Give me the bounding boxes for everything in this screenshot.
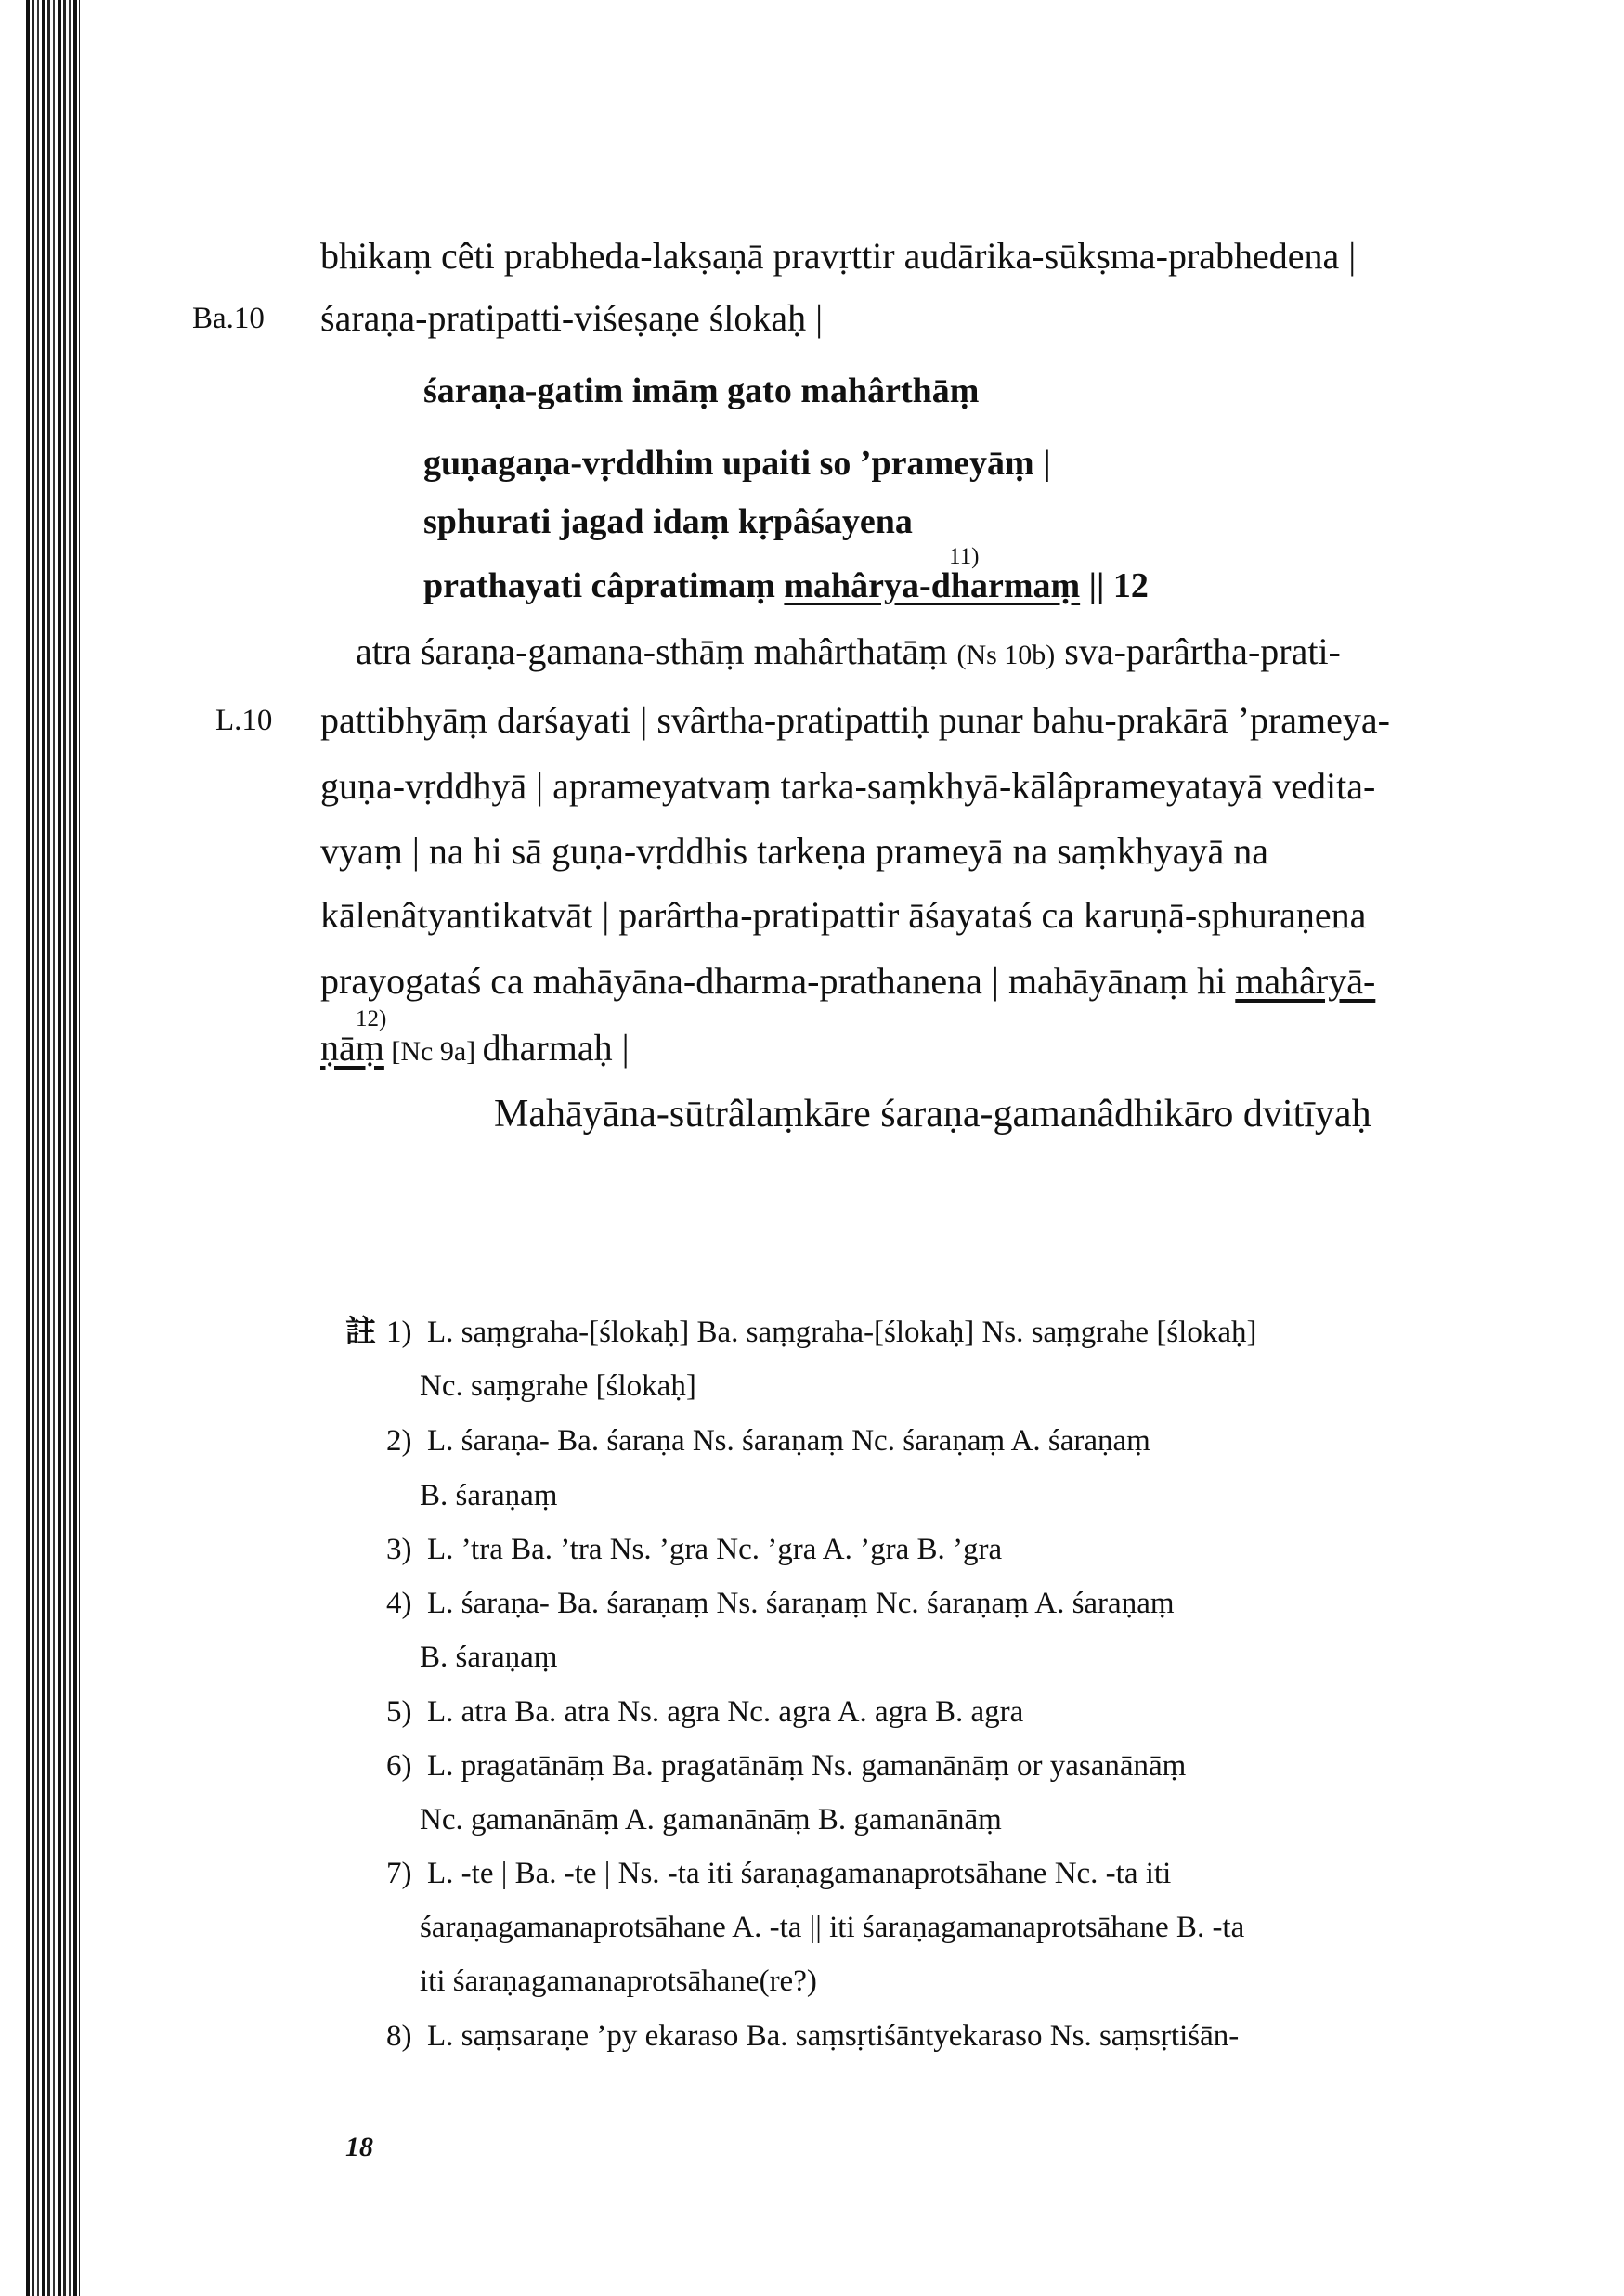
verse-line-3: sphurati jagad idaṃ kṛpâśayena	[423, 502, 913, 541]
manuscript-ref: [Nc 9a]	[383, 1036, 483, 1067]
commentary-line-7: ṇāṃ [Nc 9a] dharmaḥ |	[320, 1027, 630, 1069]
footnote-3: 3) L. ’tra Ba. ’tra Ns. ’gra Nc. ’gra A. ’gra B. ’gra	[386, 1533, 1003, 1566]
underlined-term: mahâryā-	[1235, 960, 1376, 1002]
binding-edge	[26, 0, 80, 2296]
text-line-2: śaraṇa-pratipatti-viśeṣaṇe ślokaḥ |	[320, 297, 824, 339]
commentary-line-3: guṇa-vṛddhyā | aprameyatvaṃ tarka-saṃkhyā-kālâprameyatayā vedita-	[320, 765, 1376, 807]
page-number: 18	[345, 2132, 373, 2162]
footnote-7-cont-1: śaraṇagamanaprotsāhane A. -ta || iti śaraṇagamanaprotsāhane B. -ta	[420, 1911, 1245, 1944]
underlined-term: mahârya-dharmaṃ	[784, 566, 1081, 605]
commentary-line-4: vyaṃ | na hi sā guṇa-vṛddhis tarkeṇa prameyā na saṃkhyayā na	[320, 830, 1268, 872]
commentary-line-5: kālenâtyantikatvāt | parârtha-pratipattir āśayataś ca karuṇā-sphuraṇena	[320, 894, 1367, 936]
chapter-colophon: Mahāyāna-sūtrâlaṃkāre śaraṇa-gamanâdhikāro dvitīyaḥ	[494, 1093, 1371, 1135]
margin-ref-l10: L.10	[215, 704, 273, 737]
underlined-term: ṇāṃ	[320, 1027, 384, 1069]
footnote-2: 2) L. śaraṇa- Ba. śaraṇa Ns. śaraṇaṃ Nc. śaraṇaṃ A. śaraṇaṃ	[386, 1424, 1150, 1458]
footnote-ref-12: 12)	[356, 1006, 387, 1031]
footnote-4: 4) L. śaraṇa- Ba. śaraṇaṃ Ns. śaraṇaṃ Nc. śaraṇaṃ A. śaraṇaṃ	[386, 1587, 1175, 1620]
commentary-line-2: pattibhyāṃ darśayati | svârtha-pratipattiḥ punar bahu-prakārā ’prameya-	[320, 699, 1390, 741]
manuscript-ref: (Ns 10b)	[956, 640, 1056, 670]
notes-mark: 註	[345, 1316, 376, 1349]
footnote-1-cont: Nc. saṃgrahe [ślokaḥ]	[420, 1369, 696, 1403]
text-line-1: bhikaṃ cêti prabheda-lakṣaṇā pravṛttir audārika-sūkṣma-prabhedena |	[320, 235, 1357, 277]
commentary-line-1: atra śaraṇa-gamana-sthāṃ mahârthatāṃ (Ns 10b) sva-parârtha-prati-	[356, 630, 1341, 672]
footnote-2-cont: B. śaraṇaṃ	[420, 1479, 558, 1512]
margin-ref-ba10: Ba.10	[192, 302, 265, 335]
footnote-6-cont: Nc. gamanānāṃ A. gamanānāṃ B. gamanānāṃ	[420, 1803, 1002, 1836]
verse-line-1: śaraṇa-gatim imāṃ gato mahârthāṃ	[423, 371, 980, 410]
footnote-7: 7) L. -te | Ba. -te | Ns. -ta iti śaraṇagamanaprotsāhane Nc. -ta iti	[386, 1857, 1172, 1890]
commentary-line-6: prayogataś ca mahāyāna-dharma-prathanena | mahāyānaṃ hi mahâryā-	[320, 960, 1376, 1002]
verse-line-4: prathayati câpratimaṃ mahârya-dharmaṃ || 12	[423, 566, 1149, 605]
footnote-7-cont-2: iti śaraṇagamanaprotsāhane(re?)	[420, 1965, 817, 1998]
footnote-6: 6) L. pragatānāṃ Ba. pragatānāṃ Ns. gamanānāṃ or yasanānāṃ	[386, 1749, 1187, 1783]
footnote-4-cont: B. śaraṇaṃ	[420, 1641, 558, 1674]
footnote-5: 5) L. atra Ba. atra Ns. agra Nc. agra A. agra B. agra	[386, 1695, 1024, 1729]
verse-line-2: guṇagaṇa-vṛddhim upaiti so ’prameyāṃ |	[423, 444, 1051, 483]
footnote-1: 註 1) L. saṃgraha-[ślokaḥ] Ba. saṃgraha-[ślokaḥ] Ns. saṃgrahe [ślokaḥ]	[345, 1312, 1256, 1353]
footnote-8: 8) L. saṃsaraṇe ’py ekaraso Ba. saṃsṛtiśāntyekaraso Ns. saṃsṛtiśān-	[386, 2019, 1240, 2053]
footnote-ref-11: 11)	[949, 544, 980, 569]
